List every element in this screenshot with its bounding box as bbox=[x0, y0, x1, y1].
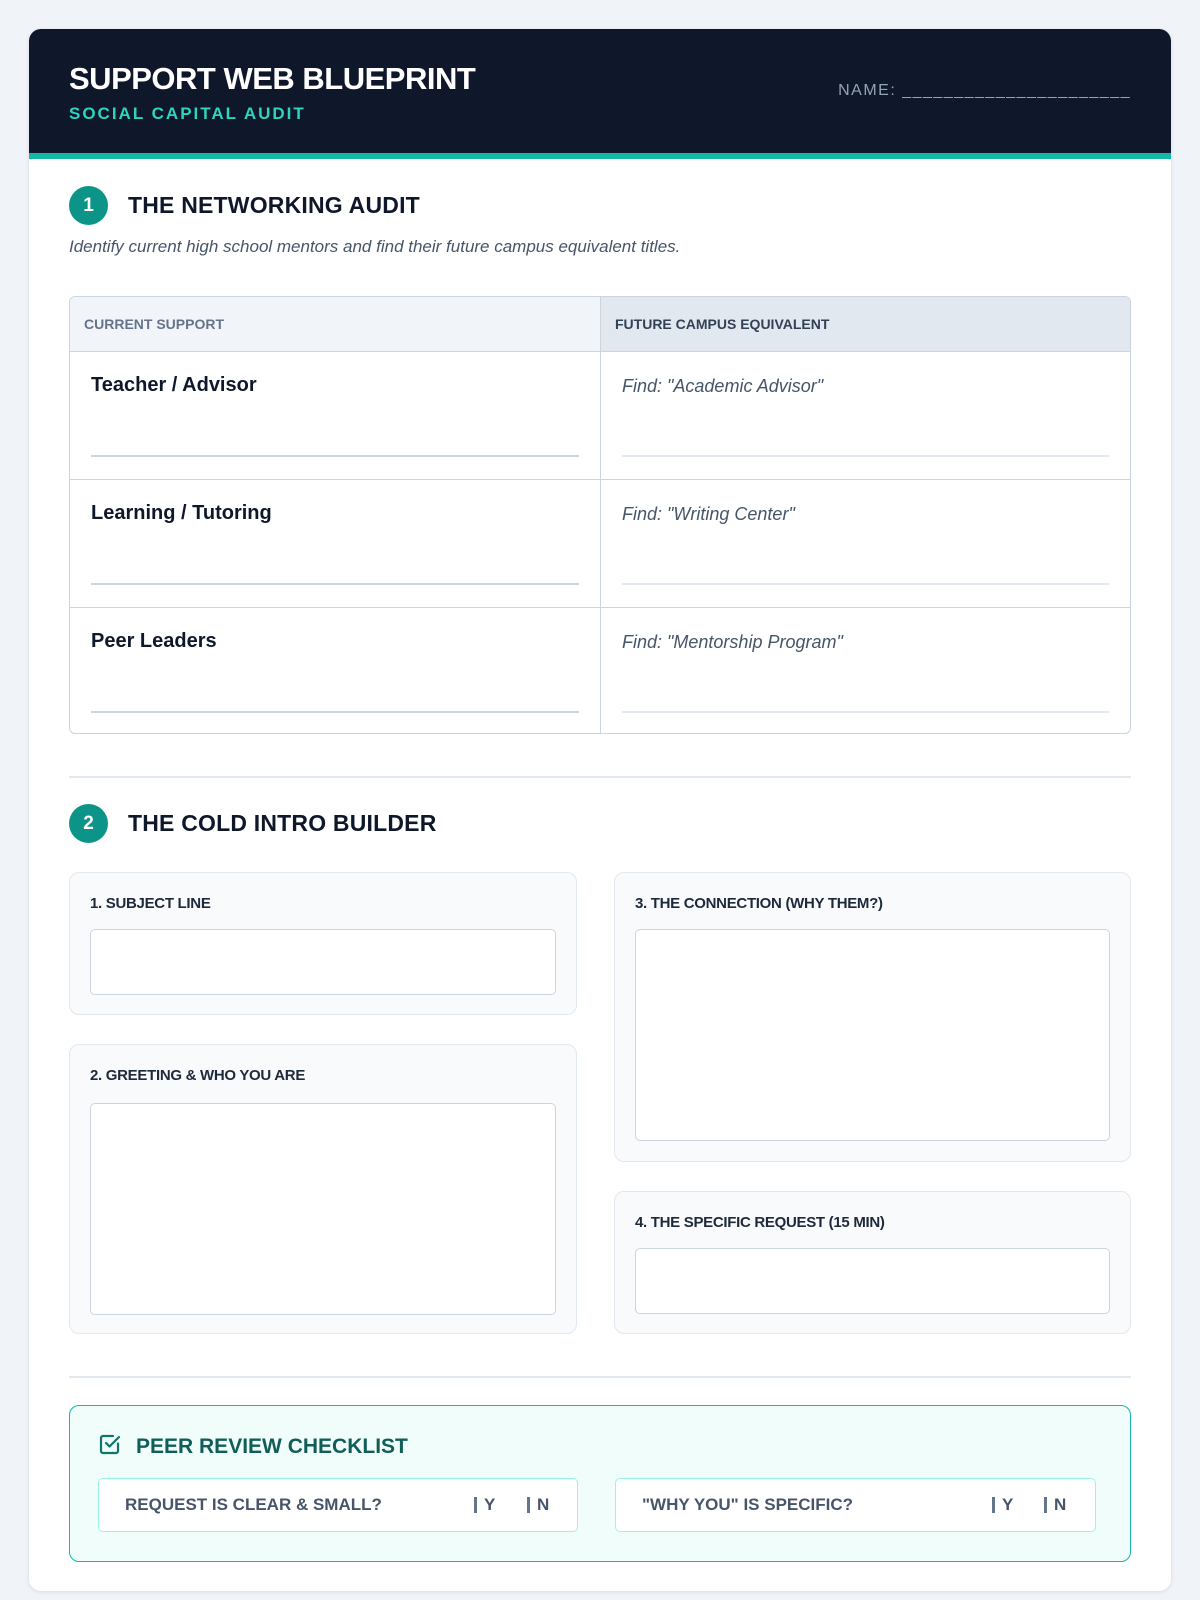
future-equivalent-cell[interactable] bbox=[601, 608, 1130, 734]
current-support-label: Learning / Tutoring bbox=[91, 502, 272, 524]
checkbox-mark-icon bbox=[992, 1497, 995, 1513]
subject-line-card bbox=[69, 872, 577, 1015]
write-line bbox=[622, 455, 1109, 457]
request-input[interactable] bbox=[635, 1248, 1110, 1314]
worksheet bbox=[29, 29, 1171, 1591]
section-divider bbox=[69, 1376, 1131, 1378]
future-equivalent-hint: Find: "Academic Advisor" bbox=[622, 376, 824, 396]
yes-option[interactable] bbox=[474, 1495, 495, 1515]
yes-option[interactable] bbox=[992, 1495, 1013, 1515]
checkbox-mark-icon bbox=[527, 1497, 530, 1513]
peer-review-checklist bbox=[69, 1405, 1131, 1562]
yes-label: Y bbox=[484, 1495, 496, 1514]
future-equivalent-hint: Find: "Writing Center" bbox=[622, 504, 795, 524]
current-support-cell[interactable] bbox=[70, 608, 601, 734]
yes-label: Y bbox=[1002, 1495, 1014, 1514]
table-header-row bbox=[70, 297, 1130, 352]
section-intro: Identify current high school mentors and find their future campus equivalent titles. bbox=[69, 237, 681, 256]
current-support-label: Peer Leaders bbox=[91, 630, 217, 652]
checklist-item bbox=[98, 1478, 578, 1532]
section-title: THE COLD INTRO BUILDER bbox=[128, 810, 437, 836]
current-support-cell[interactable] bbox=[70, 480, 601, 607]
write-line bbox=[91, 711, 579, 713]
connection-label: 3. THE CONNECTION (WHY THEM?) bbox=[635, 895, 883, 912]
column-header-current: CURRENT SUPPORT bbox=[70, 297, 601, 351]
section-title: THE NETWORKING AUDIT bbox=[128, 192, 420, 218]
future-equivalent-cell[interactable] bbox=[601, 352, 1130, 479]
table-row bbox=[70, 352, 1130, 480]
section-2-heading bbox=[69, 804, 437, 843]
section-divider bbox=[69, 776, 1131, 778]
header bbox=[29, 29, 1171, 159]
checklist-title: PEER REVIEW CHECKLIST bbox=[136, 1434, 408, 1458]
greeting-card bbox=[69, 1044, 577, 1334]
future-equivalent-cell[interactable] bbox=[601, 480, 1130, 607]
current-support-cell[interactable] bbox=[70, 352, 601, 479]
greeting-textarea[interactable] bbox=[90, 1103, 556, 1315]
checkbox-mark-icon bbox=[474, 1497, 477, 1513]
write-line bbox=[622, 583, 1109, 585]
no-option[interactable] bbox=[1044, 1495, 1066, 1515]
column-header-future: FUTURE CAMPUS EQUIVALENT bbox=[601, 297, 1130, 351]
section-number-badge: 2 bbox=[69, 804, 108, 843]
subject-line-input[interactable] bbox=[90, 929, 556, 995]
greeting-label: 2. GREETING & WHO YOU ARE bbox=[90, 1067, 306, 1084]
checklist-heading bbox=[98, 1432, 408, 1461]
checkbox-check-icon bbox=[98, 1432, 122, 1461]
write-line bbox=[622, 711, 1109, 713]
no-option[interactable] bbox=[527, 1495, 549, 1515]
checklist-question: "WHY YOU" IS SPECIFIC? bbox=[642, 1495, 854, 1514]
request-label: 4. THE SPECIFIC REQUEST (15 MIN) bbox=[635, 1214, 885, 1231]
checklist-question: REQUEST IS CLEAR & SMALL? bbox=[125, 1495, 382, 1514]
checkbox-mark-icon bbox=[1044, 1497, 1047, 1513]
table-row bbox=[70, 480, 1130, 608]
page-subtitle: SOCIAL CAPITAL AUDIT bbox=[69, 104, 306, 123]
connection-textarea[interactable] bbox=[635, 929, 1110, 1141]
write-line bbox=[91, 455, 579, 457]
connection-card bbox=[614, 872, 1131, 1162]
networking-audit-table bbox=[69, 296, 1131, 734]
request-card bbox=[614, 1191, 1131, 1334]
section-number-badge: 1 bbox=[69, 186, 108, 225]
current-support-label: Teacher / Advisor bbox=[91, 374, 257, 396]
subject-line-label: 1. SUBJECT LINE bbox=[90, 895, 211, 912]
table-row bbox=[70, 608, 1130, 734]
page-title: SUPPORT WEB BLUEPRINT bbox=[69, 61, 476, 96]
write-line bbox=[91, 583, 579, 585]
future-equivalent-hint: Find: "Mentorship Program" bbox=[622, 632, 843, 652]
checklist-item bbox=[615, 1478, 1096, 1532]
no-label: N bbox=[1054, 1495, 1067, 1514]
section-1-heading bbox=[69, 186, 420, 225]
name-field[interactable]: NAME: ______________________ bbox=[838, 82, 1131, 99]
no-label: N bbox=[537, 1495, 550, 1514]
